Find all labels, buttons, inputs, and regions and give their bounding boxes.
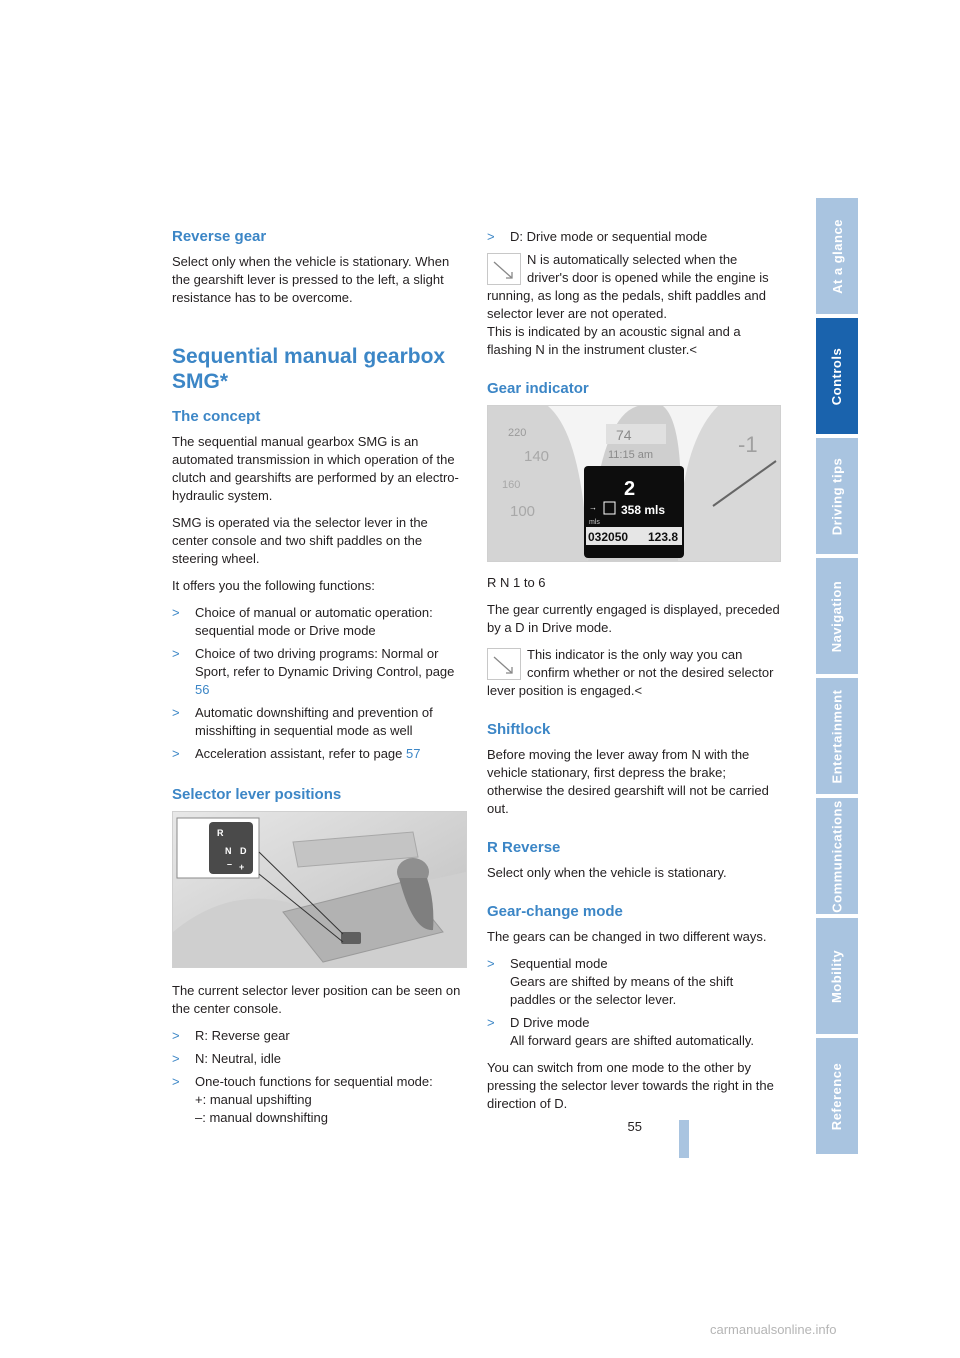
- gear-change-text: The gears can be changed in two different ways.: [487, 929, 767, 944]
- svg-text:100: 100: [510, 503, 536, 520]
- tab-driving-tips[interactable]: Driving tips: [816, 438, 858, 554]
- shiftlock-text: Before moving the lever away from N with the vehicle stationary, first depress the brake; otherwise the desired gearshift will not be carried out.: [487, 747, 769, 816]
- concept-paragraph-2: SMG is operated via the selector lever in the center console and two shift paddles on the steering wheel.: [172, 515, 428, 566]
- selector-plus-label: +: [239, 862, 245, 872]
- section-tabs: [816, 198, 858, 1158]
- svg-text:-1: -1: [738, 432, 758, 457]
- concept-paragraph-3: It offers you the following functions:: [172, 578, 375, 593]
- svg-text:220: 220: [508, 427, 527, 439]
- gear-change-heading: Gear-change mode: [487, 903, 623, 920]
- center-console-illustration: [173, 812, 466, 967]
- list-item: > Acceleration assistant, refer to page 57: [172, 746, 421, 761]
- list-item: > N: Neutral, idle: [172, 1051, 281, 1066]
- tab-navigation[interactable]: Navigation: [816, 558, 858, 674]
- speed-readout: 74: [616, 427, 632, 443]
- r-reverse-heading: R Reverse: [487, 839, 561, 856]
- concept-paragraph-1: The sequential manual gearbox SMG is an automated transmission in which operation of the clutch and gearshifts are performed by an electro-hydraulic system.: [172, 434, 459, 503]
- tab-entertainment[interactable]: Entertainment: [816, 678, 858, 794]
- tab-communications[interactable]: Communications: [816, 798, 858, 914]
- selector-text: The current selector lever position can be seen on the center console.: [172, 983, 461, 1016]
- note-icon: [487, 253, 521, 285]
- functions-list: [172, 604, 467, 763]
- instrument-cluster-illustration: [488, 406, 780, 561]
- mls-label: mls: [589, 519, 600, 526]
- switch-text: You can switch from one mode to the other by pressing the selector lever towards the right in the direction of D.: [487, 1060, 774, 1111]
- gear-text: The gear currently engaged is displayed, preceded by a D in Drive mode.: [487, 602, 780, 635]
- note-icon: [487, 648, 521, 680]
- shiftlock-heading: Shiftlock: [487, 721, 551, 738]
- page-link-57[interactable]: 57: [406, 746, 421, 761]
- concept-heading: The concept: [172, 408, 261, 425]
- note-text-3: This indicator is the only way you can confirm whether or not the desired selector lever position is engaged.<: [487, 647, 774, 698]
- range-display: 358 mls: [621, 503, 666, 517]
- time-readout: 11:15 am: [608, 449, 654, 461]
- page-number: 55: [627, 1119, 642, 1134]
- svg-text:→: →: [589, 503, 597, 512]
- trip-display: 123.8: [648, 530, 679, 544]
- list-item: > Automatic downshifting and prevention of misshifting in sequential mode as well: [172, 705, 433, 738]
- gear-list-text: R N 1 to 6: [487, 575, 546, 590]
- reverse-gear-heading: Reverse gear: [172, 228, 267, 245]
- note-text-1: N is automatically selected when the driver's door is opened while the engine is running, as long as the pedals, shift paddles and selector lever are not operated.: [487, 252, 769, 321]
- note-box: [487, 251, 781, 359]
- end-mark: <: [689, 342, 697, 357]
- right-column: [487, 228, 781, 1122]
- list-item: > Sequential mode Gears are shifted by means of the shift paddles or the selector lever.: [487, 956, 734, 1007]
- selector-R-label: R: [217, 828, 224, 838]
- gear-display: 2: [624, 478, 636, 500]
- r-reverse-text: Select only when the vehicle is stationary.: [487, 865, 727, 880]
- list-item: > Choice of two driving programs: Normal or Sport, refer to Dynamic Driving Control, page 56: [172, 646, 455, 697]
- positions-list: [172, 1027, 467, 1127]
- selector-D-label: D: [240, 846, 247, 856]
- list-item: > Choice of manual or automatic operation: sequential mode or Drive mode: [172, 605, 433, 638]
- tab-mobility[interactable]: Mobility: [816, 918, 858, 1034]
- instrument-cluster-figure: [487, 405, 781, 562]
- left-column: [172, 228, 467, 1136]
- selector-lever-heading: Selector lever positions: [172, 786, 342, 803]
- reverse-gear-text: Select only when the vehicle is stationary. When the gearshift lever is pressed to the left, a slight resistance has to be overcome.: [172, 254, 450, 305]
- note-box: [487, 646, 781, 700]
- page-link-56[interactable]: 56: [195, 682, 210, 697]
- odometer-display: 032050: [588, 530, 629, 544]
- tab-controls[interactable]: Controls: [816, 318, 858, 434]
- list-item: > D: Drive mode or sequential mode: [487, 229, 708, 244]
- list-item: > D Drive mode All forward gears are shifted automatically.: [487, 1015, 754, 1048]
- gear-indicator-heading: Gear indicator: [487, 380, 589, 397]
- svg-text:140: 140: [524, 448, 550, 465]
- list-item: > One-touch functions for sequential mode: +: manual upshifting –: manual downshifting: [172, 1074, 433, 1125]
- svg-text:160: 160: [502, 479, 521, 491]
- list-item: > R: Reverse gear: [172, 1028, 290, 1043]
- selector-N-label: N: [225, 846, 232, 856]
- smg-heading: Sequential manual gearbox SMG*: [172, 345, 446, 393]
- page-marker: [679, 1120, 689, 1158]
- drive-list: [487, 228, 781, 246]
- selector-minus-label: –: [227, 859, 233, 869]
- watermark: carmanualsonline.info: [710, 1322, 837, 1337]
- note-text-2: This is indicated by an acoustic signal and a flashing N in the instrument cluster.<: [487, 324, 741, 357]
- tab-reference[interactable]: Reference: [816, 1038, 858, 1154]
- selector-lever-figure: [172, 811, 467, 968]
- tab-at-a-glance[interactable]: At a glance: [816, 198, 858, 314]
- end-mark: <: [634, 683, 643, 698]
- modes-list: [487, 955, 781, 1050]
